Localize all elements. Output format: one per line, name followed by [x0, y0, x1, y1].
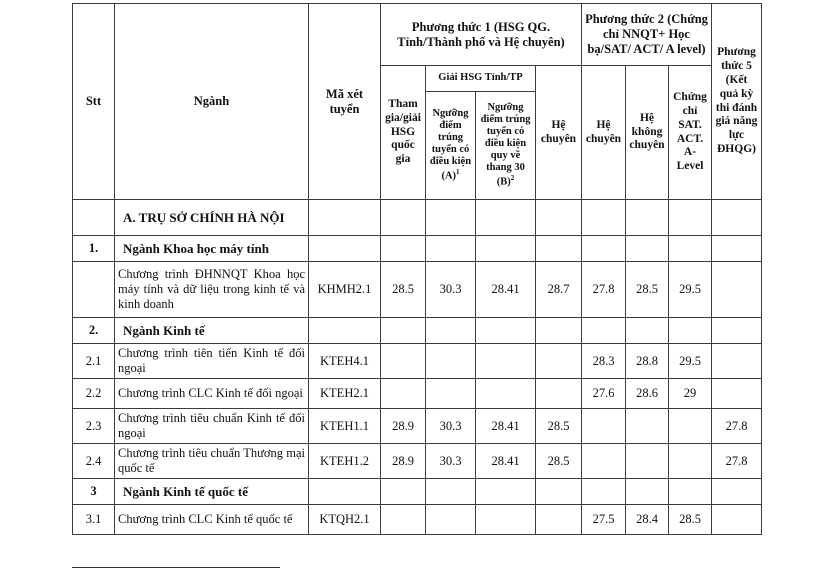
group-name: Ngành Kinh tế — [115, 318, 309, 344]
empty-cell — [626, 236, 669, 262]
header-he-khong-chuyen: Hệ không chuyên — [626, 66, 669, 200]
footnote-divider — [72, 567, 280, 568]
empty-cell — [476, 200, 536, 236]
score-cell: 28.8 — [626, 344, 669, 379]
empty-cell — [381, 318, 426, 344]
score-cell: 28.3 — [582, 344, 626, 379]
score-cell — [426, 505, 476, 535]
group-stt: 1. — [73, 236, 115, 262]
score-cell: 28.5 — [536, 444, 582, 479]
score-cell — [626, 409, 669, 444]
score-cell — [536, 505, 582, 535]
program-stt: 2.1 — [73, 344, 115, 379]
score-cell: 30.3 — [426, 262, 476, 318]
header-tham-gia-hsg: Tham gia/giải HSG quốc gia — [381, 66, 426, 200]
header-phuong-thuc-1: Phương thức 1 (HSG QG. Tỉnh/Thành phố và Hệ chuyên) — [381, 4, 582, 66]
empty-cell — [309, 318, 381, 344]
group-stt: 2. — [73, 318, 115, 344]
program-name: Chương trình CLC Kinh tế quốc tế — [115, 505, 309, 535]
empty-cell — [536, 318, 582, 344]
empty-cell — [669, 200, 712, 236]
header-he-chuyen-pt1: Hệ chuyên — [536, 66, 582, 200]
score-cell — [476, 505, 536, 535]
score-cell: 27.8 — [712, 409, 762, 444]
empty-cell — [712, 318, 762, 344]
score-cell — [712, 505, 762, 535]
empty-cell — [309, 479, 381, 505]
empty-cell — [381, 236, 426, 262]
empty-cell — [582, 236, 626, 262]
group-stt: 3 — [73, 479, 115, 505]
score-cell: 30.3 — [426, 409, 476, 444]
header-giai-hsg: Giải HSG Tỉnh/TP — [426, 66, 536, 92]
empty-cell — [712, 479, 762, 505]
score-cell: 28.5 — [536, 409, 582, 444]
header-nguong-a: Ngưỡng điểm trúng tuyển có điều kiện $(A)^1$ — [426, 92, 476, 200]
empty-cell — [536, 200, 582, 236]
program-code: KTQH2.1 — [309, 505, 381, 535]
score-cell — [582, 409, 626, 444]
program-stt — [73, 262, 115, 318]
empty-cell — [536, 479, 582, 505]
score-cell — [712, 379, 762, 409]
section-title: A. TRỤ SỞ CHÍNH HÀ NỘI — [115, 200, 309, 236]
header-phuong-thuc-5: Phương thức 5 (Kết quả kỳ thi đánh giá năng lực ĐHQG) — [712, 4, 762, 200]
program-stt: 2.2 — [73, 379, 115, 409]
program-stt: 2.3 — [73, 409, 115, 444]
group-row — [73, 318, 762, 344]
program-name: Chương trình tiêu chuẩn Thương mại quốc tế — [115, 444, 309, 479]
empty-cell — [309, 236, 381, 262]
group-name: Ngành Khoa học máy tính — [115, 236, 309, 262]
score-cell: 28.4 — [626, 505, 669, 535]
program-code: KTEH1.2 — [309, 444, 381, 479]
score-cell: 27.5 — [582, 505, 626, 535]
empty-cell — [426, 479, 476, 505]
program-code: KTEH4.1 — [309, 344, 381, 379]
score-cell — [536, 344, 582, 379]
empty-cell — [381, 200, 426, 236]
score-cell: 28.7 — [536, 262, 582, 318]
score-cell: 28.41 — [476, 444, 536, 479]
empty-cell — [712, 200, 762, 236]
score-cell: 28.5 — [381, 262, 426, 318]
score-cell — [476, 379, 536, 409]
empty-cell — [669, 479, 712, 505]
empty-cell — [669, 236, 712, 262]
empty-cell — [381, 479, 426, 505]
program-name: Chương trình tiên tiến Kinh tế đối ngoại — [115, 344, 309, 379]
score-cell — [536, 379, 582, 409]
program-code: KHMH2.1 — [309, 262, 381, 318]
header-nguong-b: Ngưỡng điểm trúng tuyển có điều kiện quy về thang 30 $(B)^2$ — [476, 92, 536, 200]
score-cell — [626, 444, 669, 479]
program-row — [73, 344, 762, 379]
score-cell: 30.3 — [426, 444, 476, 479]
group-name: Ngành Kinh tế quốc tế — [115, 479, 309, 505]
score-cell: 29.5 — [669, 262, 712, 318]
score-cell — [582, 444, 626, 479]
score-cell — [712, 344, 762, 379]
empty-cell — [582, 479, 626, 505]
header-phuong-thuc-2: Phương thức 2 (Chứng chỉ NNQT+ Học bạ/SAT/ ACT/ A level) — [582, 4, 712, 66]
empty-cell — [669, 318, 712, 344]
empty-cell — [476, 318, 536, 344]
empty-cell — [582, 200, 626, 236]
empty-cell — [626, 200, 669, 236]
score-cell: 27.8 — [712, 444, 762, 479]
section-row — [73, 200, 762, 236]
empty-cell — [426, 236, 476, 262]
group-row — [73, 479, 762, 505]
score-cell: 27.8 — [582, 262, 626, 318]
program-name: Chương trình ĐHNNQT Khoa học máy tính và dữ liệu trong kinh tế và kinh doanh — [115, 262, 309, 318]
program-row — [73, 409, 762, 444]
header-chung-chi: Chứng chỉ SAT. ACT. A-Level — [669, 66, 712, 200]
score-cell — [426, 379, 476, 409]
score-cell: 28.6 — [626, 379, 669, 409]
empty-cell — [309, 200, 381, 236]
header-stt: Stt — [73, 4, 115, 200]
header-ma-xet-tuyen: Mã xét tuyển — [309, 4, 381, 200]
program-stt: 3.1 — [73, 505, 115, 535]
program-name: Chương trình CLC Kinh tế đối ngoại — [115, 379, 309, 409]
empty-cell — [536, 236, 582, 262]
score-cell: 28.41 — [476, 409, 536, 444]
score-cell — [381, 505, 426, 535]
program-row — [73, 444, 762, 479]
score-cell — [712, 262, 762, 318]
score-cell: 29 — [669, 379, 712, 409]
score-cell: 27.6 — [582, 379, 626, 409]
admission-score-table — [72, 3, 762, 535]
program-row — [73, 262, 762, 318]
empty-cell — [626, 479, 669, 505]
program-stt: 2.4 — [73, 444, 115, 479]
header-he-chuyen-pt2: Hệ chuyên — [582, 66, 626, 200]
program-row — [73, 379, 762, 409]
score-cell — [381, 379, 426, 409]
score-cell — [426, 344, 476, 379]
empty-cell — [426, 200, 476, 236]
score-cell — [476, 344, 536, 379]
empty-cell — [476, 236, 536, 262]
empty-cell — [476, 479, 536, 505]
program-code: KTEH1.1 — [309, 409, 381, 444]
group-row — [73, 236, 762, 262]
empty-cell — [626, 318, 669, 344]
program-row — [73, 505, 762, 535]
header-nganh: Ngành — [115, 4, 309, 200]
empty-cell — [582, 318, 626, 344]
empty-cell — [426, 318, 476, 344]
score-cell: 29.5 — [669, 344, 712, 379]
empty-cell — [712, 236, 762, 262]
program-name: Chương trình tiêu chuẩn Kinh tế đối ngoại — [115, 409, 309, 444]
score-cell — [669, 444, 712, 479]
score-cell — [381, 344, 426, 379]
program-code: KTEH2.1 — [309, 379, 381, 409]
score-cell: 28.5 — [669, 505, 712, 535]
score-cell: 28.41 — [476, 262, 536, 318]
score-cell — [669, 409, 712, 444]
score-cell: 28.9 — [381, 444, 426, 479]
section-stt-cell — [73, 200, 115, 236]
score-cell: 28.5 — [626, 262, 669, 318]
score-cell: 28.9 — [381, 409, 426, 444]
